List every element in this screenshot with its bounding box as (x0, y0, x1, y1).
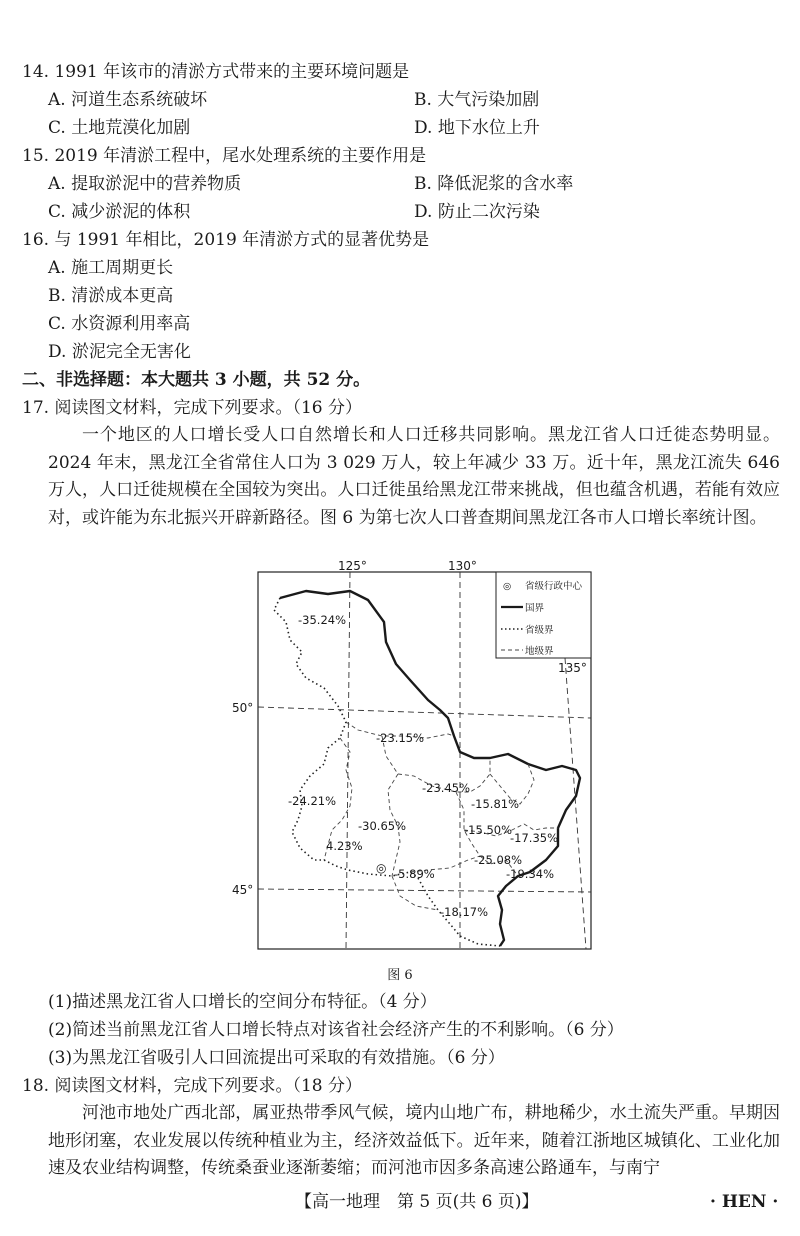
legend-label-capital: 省级行政中心 (525, 581, 583, 592)
rate-label-yichun: -23.45% (422, 781, 470, 795)
rate-label-daqing: 4.23% (326, 839, 363, 853)
map-legend (496, 572, 591, 658)
rate-label-qiqihar: -24.21% (288, 794, 336, 808)
city-rate-labels (288, 613, 558, 919)
heilongjiang-population-map (228, 560, 603, 960)
rate-label-daxinganling: -35.24% (298, 613, 346, 627)
q14-option-c: C. 土地荒漠化加剧 (48, 118, 191, 138)
q14-stem: 14. 1991 年该市的清淤方式带来的主要环境问题是 (22, 62, 410, 82)
prefecture-borders (324, 722, 558, 910)
rate-label-hegang: -15.81% (471, 797, 519, 811)
lon-label-135: 135° (558, 661, 587, 675)
q18-stem: 18. 阅读图文材料，完成下列要求。（18 分） (22, 1076, 362, 1096)
page-footer: 【高一地理 第 5 页(共 6 页)】 (295, 1192, 539, 1212)
q15-stem: 15. 2019 年清淤工程中，尾水处理系统的主要作用是 (22, 146, 427, 166)
rate-label-suihua: -30.65% (358, 819, 406, 833)
provincial-border (274, 598, 500, 946)
legend-label-prefecture: 地级界 (525, 646, 554, 657)
rate-label-jixi: -19.34% (506, 867, 554, 881)
q14-option-a: A. 河道生态系统破坏 (48, 90, 208, 110)
legend-label-provincial: 省级界 (525, 625, 554, 636)
q17-sub-3: (3)为黑龙江省吸引人口回流提出可采取的有效措施。（6 分） (48, 1048, 505, 1068)
rate-label-harbin: -5.89% (394, 867, 435, 881)
q17-sub-2: (2)简述当前黑龙江省人口增长特点对该省社会经济产生的不利影响。（6 分） (48, 1020, 624, 1040)
q14-option-d: D. 地下水位上升 (414, 118, 540, 138)
legend-capital-icon: ◎ (503, 581, 512, 592)
q17-stem: 17. 阅读图文材料，完成下列要求。（16 分） (22, 398, 362, 418)
rate-label-jiamusi: -15.50% (464, 823, 512, 837)
q16-option-a: A. 施工周期更长 (48, 258, 174, 278)
rate-label-heihe: -23.15% (376, 731, 424, 745)
q17-sub-1: (1)描述黑龙江省人口增长的空间分布特征。（4 分） (48, 992, 437, 1012)
q15-option-b: B. 降低泥浆的含水率 (414, 174, 574, 194)
lon-label-125: 125° (338, 560, 367, 573)
lon-label-130: 130° (448, 560, 477, 573)
parallel-50 (258, 707, 591, 718)
provincial-capital-icon: ◎ (376, 861, 387, 875)
section-heading: 二、非选择题：本大题共 3 小题，共 52 分。 (22, 370, 371, 390)
q18-paragraph: 河池市地处广西北部，属亚热带季风气候，境内山地广布，耕地稀少，水土流失严重。早期因地形闭塞，农业发展以传统种植业为主，经济效益低下。近年来，随着江浙地区城镇化、工业化加速及农业结构调整，传统桑蚕业逐渐萎缩；而河池市因多条高速公路通车，与南宁 (48, 1103, 780, 1178)
rate-label-qitaihe: -25.08% (474, 853, 522, 867)
q14-option-b: B. 大气污染加剧 (414, 90, 540, 110)
rate-label-mudanjiang: -18.17% (440, 905, 488, 919)
q15-option-d: D. 防止二次污染 (414, 202, 540, 222)
meridian-125 (346, 572, 350, 949)
q17-paragraph: 一个地区的人口增长受人口自然增长和人口迁移共同影响。黑龙江省人口迁徙态势明显。2024 年末，黑龙江全省常住人口为 3 029 万人，较上年减少 33 万。近十年，黑龙江流失 646 万人，人口迁徙规模在全国较为突出。人口迁徙虽给黑龙江带来挑战，但也蕴含机遇，若能有效应对，或许能为东北振兴开辟新路径。图 6 为第七次人口普查期间黑龙江各市人口增长率统计图。 (48, 425, 780, 528)
legend-label-national: 国界 (525, 603, 545, 614)
meridian-135 (565, 658, 586, 949)
q15-option-c: C. 减少淤泥的体积 (48, 202, 191, 222)
lat-label-45: 45° (232, 883, 254, 897)
q16-option-b: B. 清淤成本更高 (48, 286, 174, 306)
q16-option-d: D. 淤泥完全无害化 (48, 342, 191, 362)
rate-label-shuangyashan: -17.35% (510, 831, 558, 845)
q16-stem: 16. 与 1991 年相比，2019 年清淤方式的显著优势是 (22, 230, 430, 250)
figure-caption: 图 6 (387, 968, 413, 983)
lat-label-50: 50° (232, 701, 254, 715)
q16-option-c: C. 水资源利用率高 (48, 314, 191, 334)
footer-code: · HEN · (710, 1192, 779, 1212)
q15-option-a: A. 提取淤泥中的营养物质 (48, 174, 242, 194)
